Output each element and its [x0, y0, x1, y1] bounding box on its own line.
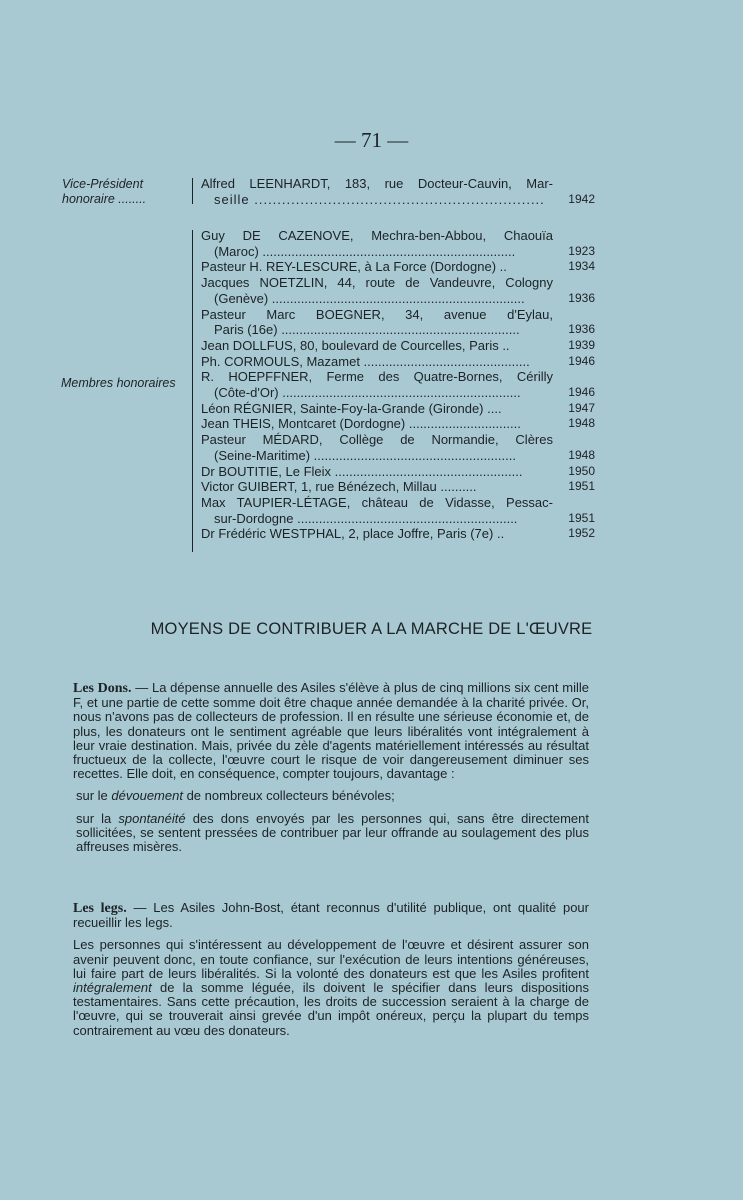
entry-year: 1946 [568, 385, 595, 400]
legs-paragraph-2 [73, 938, 589, 1037]
legs-paragraph [73, 901, 589, 930]
members-list [201, 228, 597, 542]
member-entry [201, 401, 597, 417]
entry-line2: (Côte-d'Or) .................................................................. [214, 385, 521, 401]
member-entry [201, 307, 597, 338]
entry-line1: Pasteur Marc BOEGNER, 34, avenue d'Eylau, [201, 306, 553, 322]
member-entry [201, 479, 597, 495]
member-entry [201, 495, 597, 526]
section-heading: MOYENS DE CONTRIBUER A LA MARCHE DE L'ŒUVRE [150, 620, 593, 638]
entry-year: 1923 [568, 243, 595, 258]
members-bracket [192, 230, 197, 552]
text-fragment: de la somme léguée, ils doivent le spécifier dans leurs dispositions testamentaires. Sans cette précaution, les droits de succession seraient à la charge de l'œuvre, qui se trouverait ainsi grevée d'un impôt onéreux, perçu la plupart du temps contrairement au vœu des donateurs. [73, 980, 589, 1038]
member-entry [201, 464, 597, 480]
vice-president-bracket [192, 178, 197, 204]
page-number: — 71 — [334, 128, 409, 152]
members-label: Membres honoraires [61, 376, 176, 390]
entry-year: 1951 [568, 479, 595, 494]
entry-line2: (Seine-Maritime) ........................................................ [214, 447, 516, 463]
dons-point-devouement [73, 789, 589, 803]
entry-line1: Pasteur MÉDARD, Collège de Normandie, Clères [201, 432, 553, 448]
dons-section [73, 681, 589, 862]
entry-year: 1939 [568, 337, 595, 352]
member-entry [201, 369, 597, 400]
entry-line: Dr BOUTITIE, Le Fleix .................................................... [201, 463, 523, 479]
entry-year: 1946 [568, 353, 595, 368]
entry-line1: Jacques NOETZLIN, 44, route de Vandeuvre, Cologny [201, 275, 553, 291]
vice-president-label [62, 177, 146, 207]
entry-line2: Paris (16e) .................................................................. [214, 322, 520, 338]
member-entry [201, 526, 597, 542]
member-entry [201, 432, 597, 463]
entry-line2: (Maroc) ...................................................................... [214, 243, 516, 259]
text-fragment: des dons envoyés par les personnes qui, sans être directement sollicitées, se sentent pressées de contribuer par leur offrande au soulagement des plus affreuses misères. [76, 810, 589, 855]
entry-year: 1942 [568, 191, 595, 206]
entry-line2: sur-Dordogne ............................................................. [214, 510, 518, 526]
entry-line: Victor GUIBERT, 1, rue Bénézech, Millau .......... [201, 479, 477, 495]
entry-line: Ph. CORMOULS, Mazamet .............................................. [201, 353, 530, 369]
dons-paragraph [73, 681, 589, 781]
member-entry [201, 354, 597, 370]
entry-line2: seille ............................................................... [214, 191, 545, 207]
entry-line1: Alfred LEENHARDT, 183, rue Docteur-Cauvin, Mar- [201, 176, 553, 191]
emphasis: spontanéité [118, 810, 186, 826]
emphasis: dévouement [111, 788, 183, 804]
entry-line: Jean DOLLFUS, 80, boulevard de Courcelles, Paris .. [201, 337, 510, 353]
text-fragment: sur la [76, 810, 119, 826]
entry-year: 1936 [568, 322, 595, 337]
member-entry [201, 275, 597, 306]
entry-year: 1952 [568, 526, 595, 541]
entry-year: 1948 [568, 447, 595, 462]
text-fragment: de nombreux collecteurs bénévoles; [182, 788, 395, 804]
text-fragment: sur le [76, 788, 112, 804]
legs-text: — Les Asiles John-Bost, étant reconnus d'utilité publique, ont qualité pour recueillir les legs. [73, 900, 589, 931]
member-entry [201, 259, 597, 275]
entry-year: 1948 [568, 416, 595, 431]
text-fragment: Les personnes qui s'intéressent au développement de l'œuvre et désirent assurer son avenir peuvent donc, en toute confiance, sur l'exécution de leurs intentions généreuses, lui faire part de leurs libéralités. Si la volonté des donateurs est que les Asiles profitent [73, 937, 589, 981]
dons-point-spontaneite [73, 812, 589, 855]
vice-president-label-line1: Vice-Président [62, 177, 144, 191]
entry-line2: (Genève) ...................................................................... [214, 290, 525, 306]
entry-year: 1934 [568, 259, 595, 274]
entry-line1: R. HOEPFFNER, Ferme des Quatre-Bornes, Cérilly [201, 369, 553, 385]
member-entry [201, 228, 597, 259]
entry-line: Jean THEIS, Montcaret (Dordogne) ............................... [201, 416, 521, 432]
entry-line1: Guy DE CAZENOVE, Mechra-ben-Abbou, Chaouïa [201, 228, 553, 243]
member-entry [201, 338, 597, 354]
legs-section [73, 901, 589, 1046]
entry-year: 1936 [568, 290, 595, 305]
vice-president-label-line2: honoraire ........ [62, 192, 147, 206]
emphasis: intégralement [73, 980, 152, 996]
dons-title: Les Dons. [73, 681, 132, 696]
entry-line1: Max TAUPIER-LÉTAGE, château de Vidasse, Pessac- [201, 494, 553, 510]
entry-year: 1950 [568, 463, 595, 478]
entry-line: Léon RÉGNIER, Sainte-Foy-la-Grande (Gironde) .... [201, 400, 502, 416]
entry-year: 1947 [568, 400, 595, 415]
entry-line: Pasteur H. REY-LESCURE, à La Force (Dordogne) .. [201, 259, 507, 275]
entry-line: Dr Frédéric WESTPHAL, 2, place Joffre, Paris (7e) .. [201, 526, 505, 542]
dons-text: — La dépense annuelle des Asiles s'élève à plus de cinq millions six cent mille F, et une partie de cette somme doit être chaque année demandée à la charité privée. Or, nous n'avons pas de collecteurs de profession. Il en résulte une sérieuse économie et, de plus, les donateurs ont le sentiment agréable que leurs libéralités vont intégralement à leur vraie destination. Mais, privée du zèle d'agents matériellement intéressés au résultat fructueux de la collecte, l'œuvre court le risque de voir dangereusement diminuer ses recettes. Elle doit, en conséquence, compter toujours, davantage : [73, 680, 589, 782]
entry-year: 1951 [568, 510, 595, 525]
vice-president-entry [201, 176, 597, 207]
member-entry [201, 416, 597, 432]
legs-title: Les legs. [73, 901, 127, 916]
